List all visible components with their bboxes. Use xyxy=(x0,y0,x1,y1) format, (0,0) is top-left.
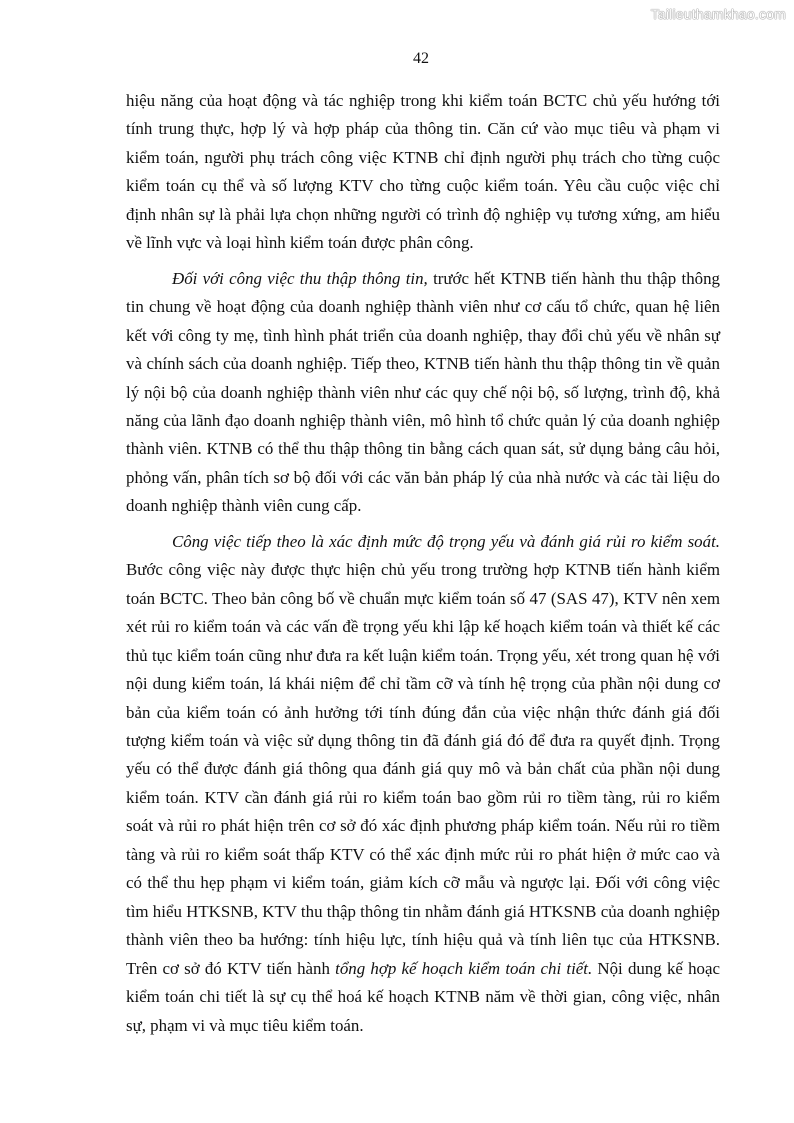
document-body xyxy=(126,87,720,1040)
paragraph-2-text: trước hết KTNB tiến hành thu thập thông tin chung về hoạt động của doanh nghiệp thành viên như cơ cấu tổ chức, quan hệ liên kết với công ty mẹ, tình hình phát triển của doanh nghiệp, thay đổi chủ yếu về nhân sự và chính sách của doanh nghiệp. Tiếp theo, KTNB tiến hành thu thập thông tin về quản lý nội bộ của doanh nghiệp thành viên như các quy chế nội bộ, số lượng, trình độ, khả năng của lãnh đạo doanh nghiệp thành viên, mô hình tổ chức quản lý của doanh nghiệp thành viên. KTNB có thể thu thập thông tin bằng cách quan sát, sử dụng bảng câu hỏi, phỏng vấn, phân tích sơ bộ đối với các văn bản pháp lý của nhà nước và các tài liệu do doanh nghiệp thành viên cung cấp. xyxy=(126,268,720,516)
paragraph-1 xyxy=(126,87,720,258)
paragraph-3-italic-phrase: tổng hợp kế hoạch kiểm toán chi tiết. xyxy=(335,958,593,978)
paragraph-2-italic-lead: Đối với công việc thu thập thông tin, xyxy=(172,268,428,288)
paragraph-3-italic-lead: Công việc tiếp theo là xác định mức độ trọng yếu và đánh giá rủi ro kiểm soát. xyxy=(172,531,720,551)
paragraph-2 xyxy=(126,265,720,521)
paragraph-3-text-end: Nội dung kế hoạc kiểm toán chi tiết là sự cụ thể hoá kế hoạch KTNB năm về thời gian, công việc, nhân sự, phạm vi và mục tiêu kiểm toán. xyxy=(126,958,720,1035)
watermark-text: Tailieuthamkhao.com xyxy=(650,6,786,22)
paragraph-1-text: hiệu năng của hoạt động và tác nghiệp trong khi kiểm toán BCTC chủ yếu hướng tới tính trung thực, hợp lý và hợp pháp của thông tin. Căn cứ vào mục tiêu và phạm vi kiểm toán, người phụ trách công việc KTNB chỉ định người phụ trách cho từng cuộc kiểm toán cụ thể và số lượng KTV cho từng cuộc kiểm toán. Yêu cầu cuộc việc chỉ định nhân sự là phải lựa chọn những người có trình độ nghiệp vụ tương xứng, am hiểu về lĩnh vực và loại hình kiểm toán được phân công. xyxy=(126,91,720,253)
paragraph-3 xyxy=(126,528,720,1040)
page-number: 42 xyxy=(413,50,429,67)
paragraph-3-text: Bước công việc này được thực hiện chủ yếu trong trường hợp KTNB tiến hành kiểm toán BCTC. Theo bản công bố về chuẩn mực kiểm toán số 47 (SAS 47), KTV nên xem xét rủi ro kiểm toán và các vấn đề trọng yếu khi lập kế hoạch kiểm toán và thiết kế các thủ tục kiểm toán cũng như đưa ra kết luận kiểm toán. Trọng yếu, xét trong quan hệ với nội dung kiểm toán, lá khái niệm để chỉ tầm cỡ và tính hệ trọng của phần nội dung cơ bản của kiểm toán có ảnh hưởng tới tính đúng đắn của việc nhận thức đánh giá đối tượng kiểm toán và việc sử dụng thông tin đã đánh giá đó để đưa ra quyết định. Trọng yếu có thể được đánh giá thông qua đánh giá quy mô và bản chất của phần nội dung kiểm toán. KTV cần đánh giá rủi ro kiểm toán bao gồm rủi ro tiềm tàng, rủi ro kiểm soát và rủi ro phát hiện trên cơ sở đó xác định phương pháp kiểm toán. Nếu rủi ro tiềm tàng và rủi ro kiểm soát thấp KTV có thể xác định mức rủi ro phát hiện ở mức cao và có thể thu hẹp phạm vi kiểm toán, giảm kích cỡ mẫu và ngược lại. Đối với công việc tìm hiểu HTKSNB, KTV thu thập thông tin nhằm đánh giá HTKSNB của doanh nghiệp thành viên theo ba hướng: tính hiệu lực, tính hiệu quả và tính liên tục của HTKSNB. Trên cơ sở đó KTV tiến hành xyxy=(126,560,720,978)
